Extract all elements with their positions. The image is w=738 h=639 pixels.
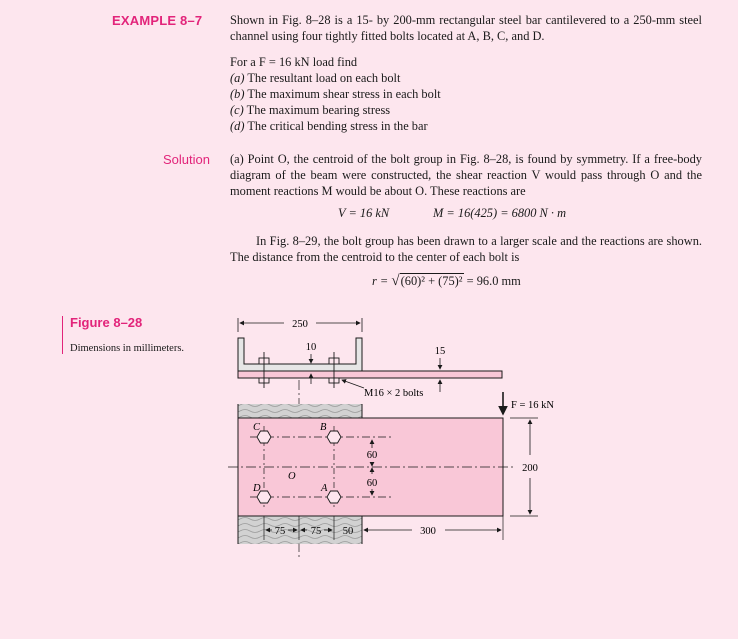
solution-para-a: (a) Point O, the centroid of the bolt group in Fig. 8–28, is found by symmetry. If a free-body diagram of the beam were constructed, the shear reaction V would pass through O and the moment reactions M would be about O. These reactions are <box>230 152 702 198</box>
dim-15: 15 <box>434 346 446 357</box>
dim-60-top: 60 <box>366 450 378 461</box>
find-prompt: For a F = 16 kN load find <box>230 55 358 69</box>
list-item-a: (a) The resultant load on each bolt <box>230 71 401 85</box>
force-label: F = 16 kN <box>511 400 554 411</box>
equation-m: M = 16(425) = 6800 N · m <box>433 206 567 220</box>
channel-top-view <box>238 338 362 372</box>
dim-75-a: 75 <box>274 526 286 537</box>
point-b: B <box>320 422 327 433</box>
dim-250: 250 <box>292 319 308 330</box>
point-o: O <box>288 471 296 482</box>
figure-caption: Dimensions in millimeters. <box>70 343 185 354</box>
solution-label: Solution <box>163 152 210 167</box>
dim-200: 200 <box>522 463 538 474</box>
figure-title: Figure 8–28 <box>70 315 143 330</box>
dim-10: 10 <box>305 342 317 353</box>
example-intro: Shown in Fig. 8–28 is a 15- by 200-mm rectangular steel bar cantilevered to a 250-mm steel channel using four tightly fitted bolts located at A, B, C, and D. <box>230 13 702 43</box>
dim-60-bottom: 60 <box>366 478 378 489</box>
equation-r: r = √(60)² + (75)² = 96.0 mm <box>372 273 521 289</box>
equation-v: V = 16 kN <box>338 206 390 220</box>
example-label: EXAMPLE 8–7 <box>112 13 203 28</box>
bolt-b <box>327 431 341 443</box>
point-c: C <box>253 422 261 433</box>
dim-75-b: 75 <box>310 526 322 537</box>
list-item-c: (c) The maximum bearing stress <box>230 103 391 117</box>
point-d: D <box>253 483 261 494</box>
dim-300: 300 <box>420 526 436 537</box>
point-a: A <box>321 483 328 494</box>
dim-50: 50 <box>342 526 354 537</box>
bar-top-view <box>238 371 502 378</box>
list-item-b: (b) The maximum shear stress in each bolt <box>230 87 441 101</box>
solution-para-b: In Fig. 8–29, the bolt group has been drawn to a larger scale and the reactions are shown. The distance from the centroid to the center of each bolt is <box>230 234 702 264</box>
bolts-label: M16 × 2 bolts <box>364 388 424 399</box>
bolt-a <box>327 491 341 503</box>
list-item-d: (d) The critical bending stress in the bar <box>230 119 428 133</box>
